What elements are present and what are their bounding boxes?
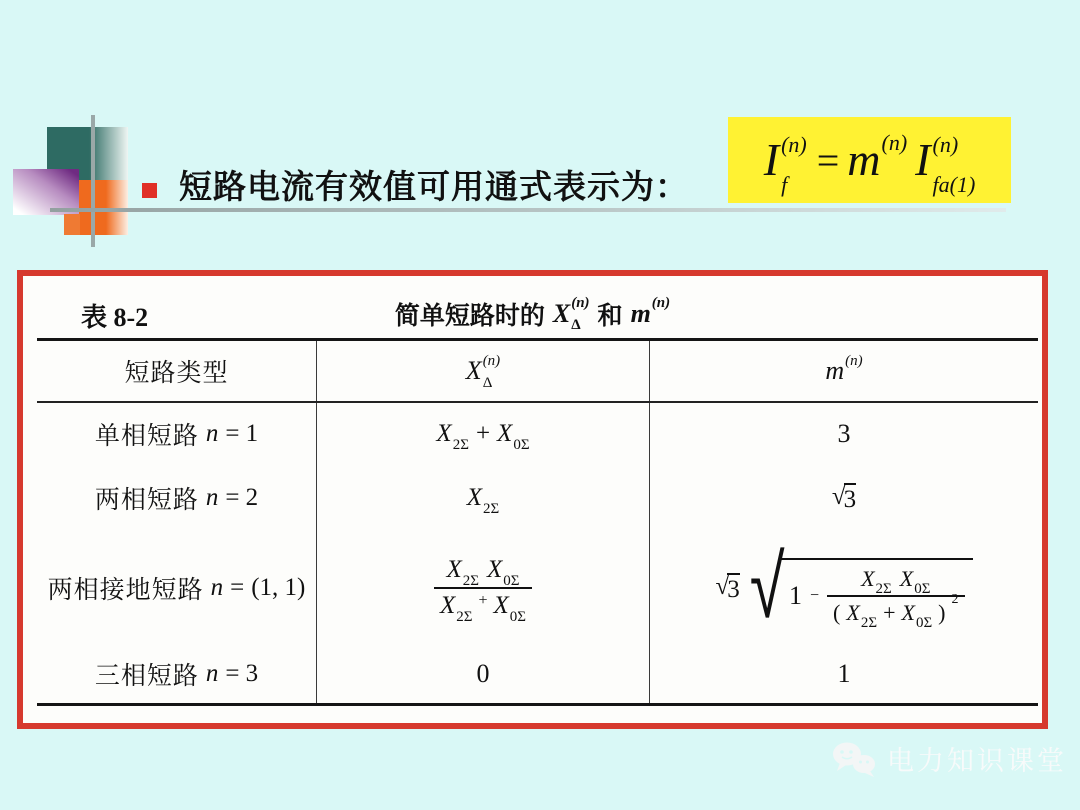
table-row-single-phase: 单相短路 n = 1 X $_{2\Sigma}$ + X $_{0\Sigma}$ 3 <box>37 403 1038 465</box>
formula-lhs-sup: (n) <box>781 132 807 157</box>
table-caption-label: 表 8-2 <box>81 303 149 332</box>
formula-rhs-sup: (n) <box>932 132 959 157</box>
formula-highlight-box <box>728 117 1011 203</box>
table-caption-prefix: 简单短路时的 <box>394 302 545 330</box>
table-caption <box>23 295 1042 332</box>
sqrt-three: √ 3 <box>831 482 857 513</box>
table-header-row <box>37 341 1038 403</box>
big-radical: √ 1 − X $_{2\Sigma}$ X $_{0\Sigma}$ ( X $_{2\Sigma}$ + X $_{0\Sigma}$ ) 2 <box>743 551 973 626</box>
table-grid <box>37 338 1038 706</box>
slide-title: 短路电流有效值可用通式表示为： <box>179 170 689 206</box>
formula-lhs-scripts <box>781 134 807 196</box>
x-delta-symbol: X (n) Δ <box>552 295 590 333</box>
table-row-two-phase: 两相短路 n = 2 X $_{2\Sigma}$ √ 3 <box>37 465 1038 531</box>
deco-vertical-line <box>91 115 95 247</box>
deco-horizontal-rule <box>50 208 1006 212</box>
formula-coeff-base: m <box>847 134 881 185</box>
header-x-delta: X (n) Δ <box>316 341 649 401</box>
watermark-text: 电力知识课堂 <box>887 746 1067 776</box>
table-caption-and: 和 <box>597 302 623 330</box>
table-8-2 <box>17 270 1048 729</box>
m-ground-expression: √ 3 √ 1 − X $_{2\Sigma}$ X $_{0\Sigma}$ ( X $_{2\Sigma}$ + X $_{0\Sigma}$ ) 2 <box>715 551 972 626</box>
watermark <box>831 739 1067 778</box>
formula-rhs-base: I <box>915 134 931 185</box>
wechat-icon <box>831 740 877 778</box>
formula-equals: = <box>816 137 840 183</box>
formula-rhs-scripts <box>933 134 976 196</box>
table-row-two-phase-ground: 两相接地短路 n = (1, 1) X $_{2\Sigma}$ X $_{0\Sigma}$ X $_{2\Sigma}$ + X $_{0\Sigma}$ √ 3 √ 1 − X $_{2\Sigma}$ X $_{0\Sigma}$ ( X $_{2\Sigma}$ + X $_{0\Sigma}$ ) 2 <box>37 531 1038 645</box>
deco-orange-tab <box>64 214 80 235</box>
red-square-bullet-icon <box>142 183 157 198</box>
x-delta-fraction: X $_{2\Sigma}$ X $_{0\Sigma}$ X $_{2\Sigma}$ + X $_{0\Sigma}$ <box>434 556 532 620</box>
table-row-three-phase: 三相短路 n = 3 0 1 <box>37 645 1038 703</box>
m-n-symbol: m (n) <box>630 295 671 328</box>
header-short-circuit-type: 短路类型 <box>124 360 229 387</box>
formula-rhs-sub: fa(1) <box>932 172 976 197</box>
formula-lhs-sub: f <box>781 172 788 197</box>
formula-lhs-base: I <box>763 134 780 185</box>
header-m-n: m (n) <box>649 341 1038 401</box>
formula-coeff-sup: (n) <box>881 130 908 155</box>
